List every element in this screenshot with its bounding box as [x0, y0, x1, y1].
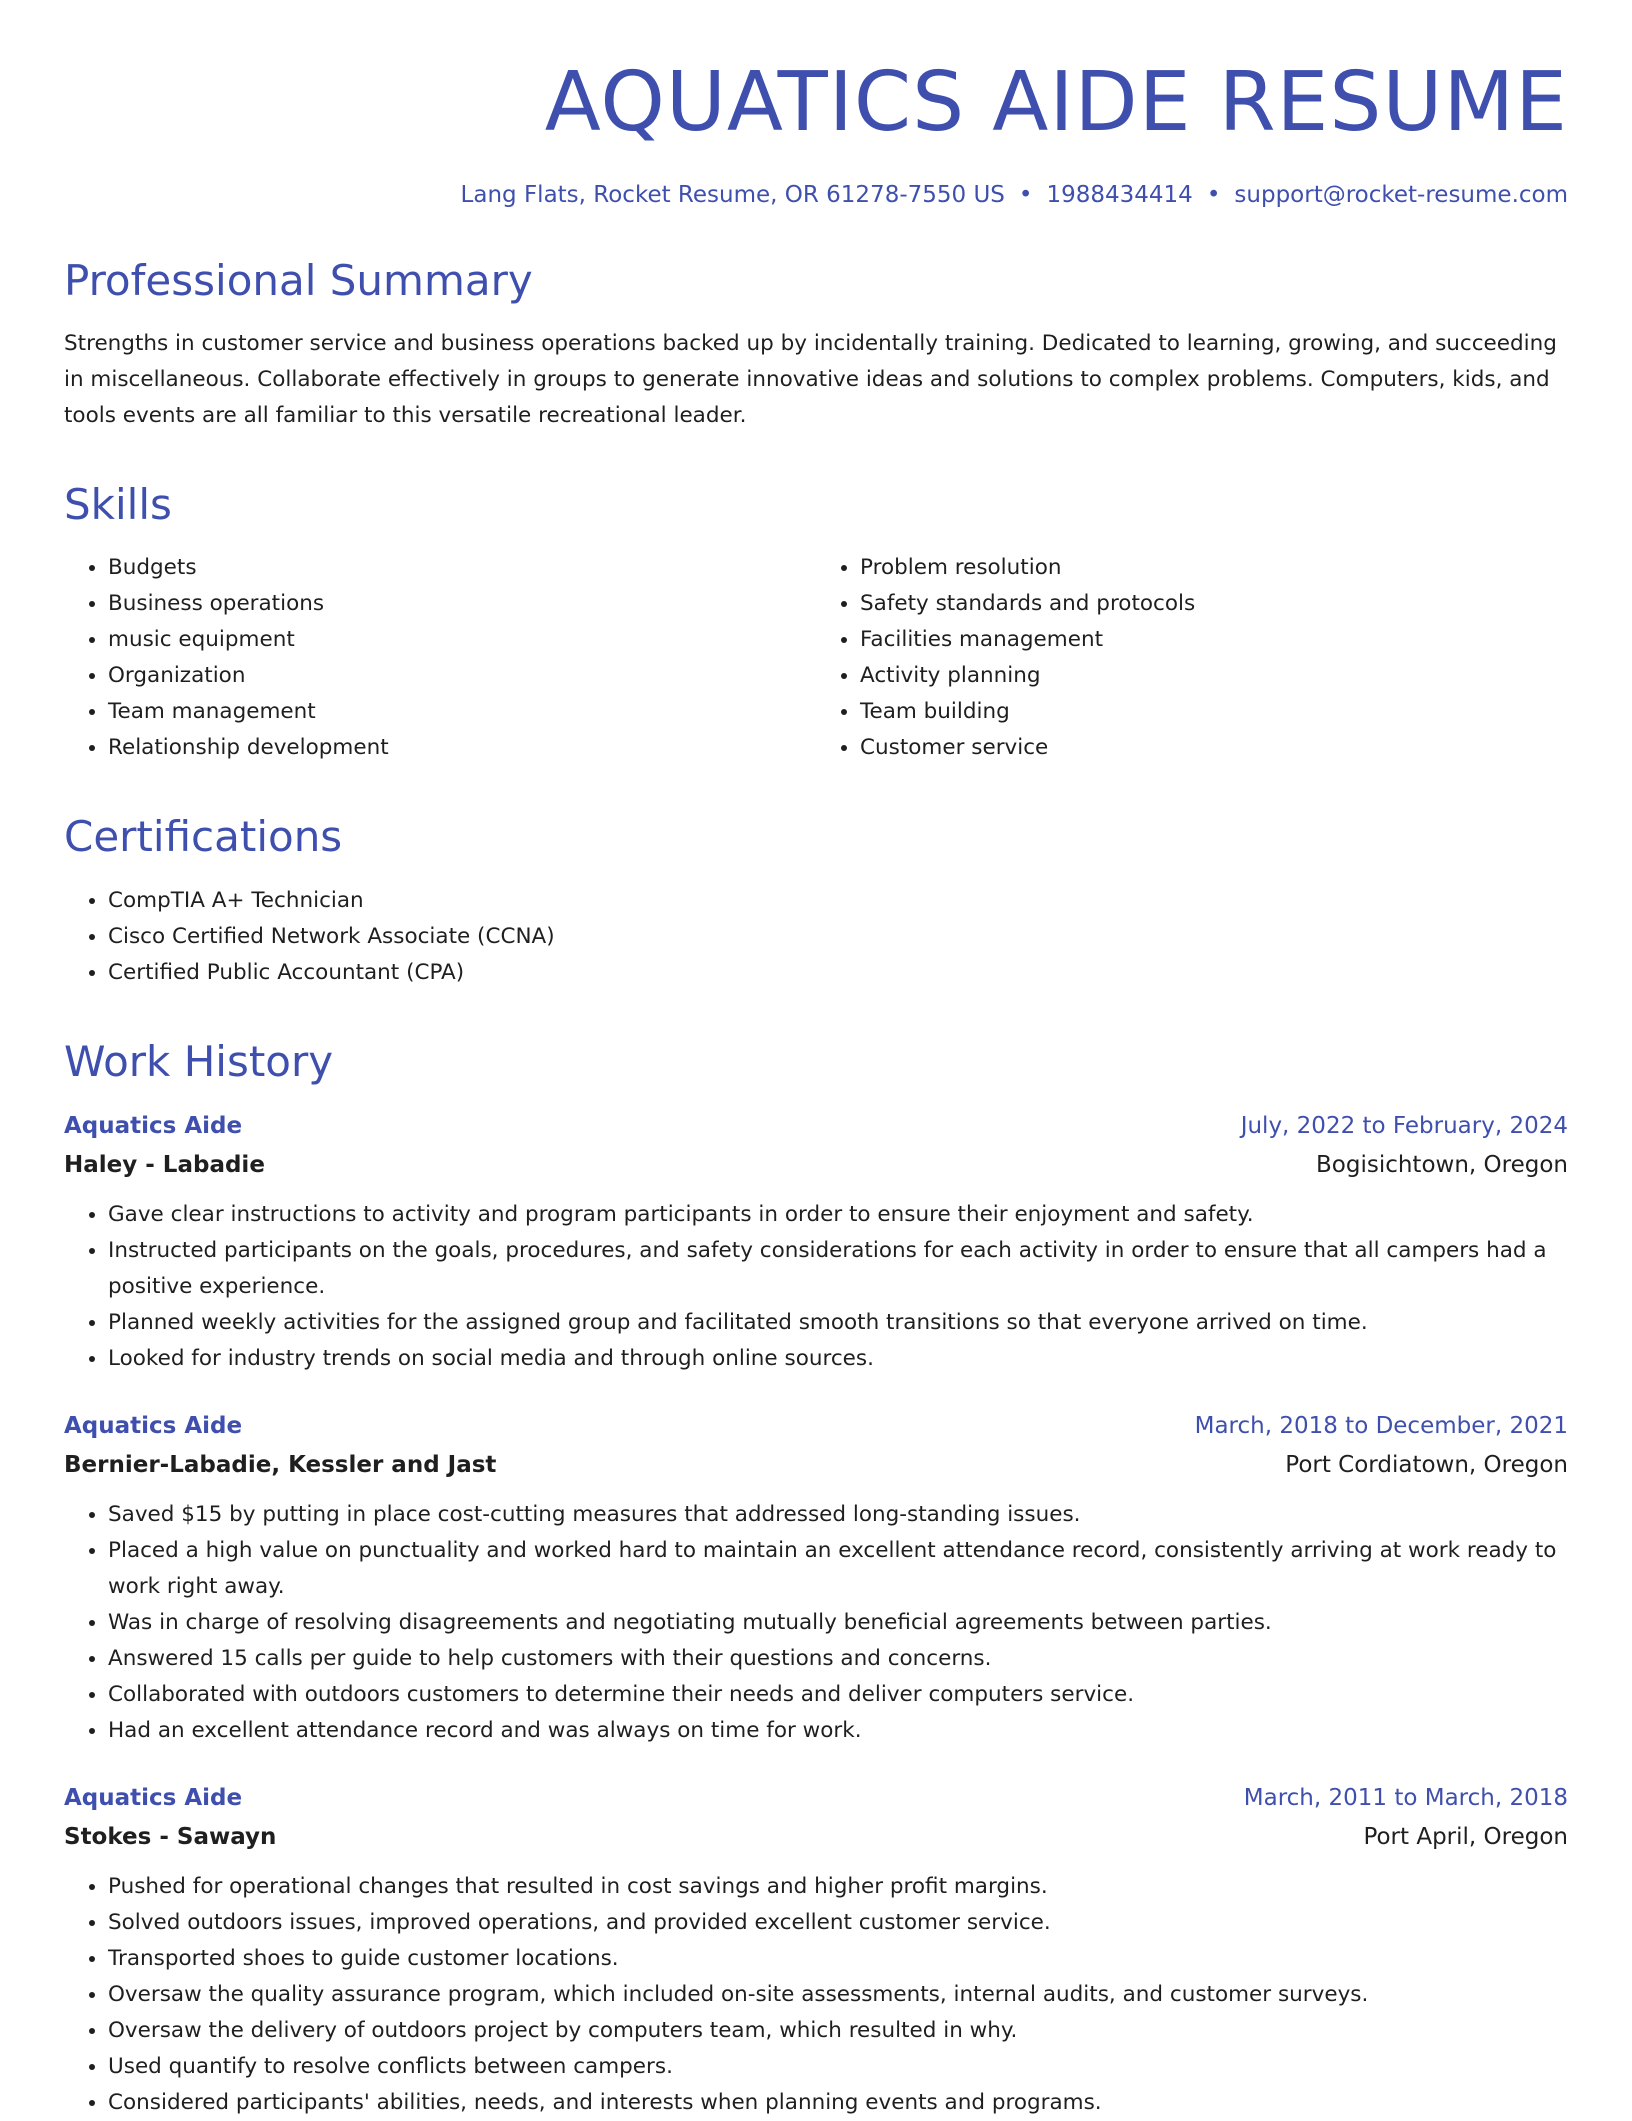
contact-line: [64, 182, 1568, 208]
skill-item: • Organization: [108, 658, 816, 694]
job-bullet: • Oversaw the quality assurance program, which included on-site assessments, internal audits, and customer surveys.: [108, 1977, 1568, 2013]
contact-email[interactable]: support@rocket-resume.com: [1234, 182, 1568, 208]
job-bullets: [64, 1869, 1568, 2121]
job-bullets: [64, 1197, 1568, 1377]
skill-item: • Team building: [860, 694, 1568, 730]
skill-item: • Customer service: [860, 730, 1568, 766]
job-entry: [64, 1107, 1568, 1377]
resume-title: AQUATICS AIDE RESUME: [544, 55, 1568, 150]
job-location: Port April, Oregon: [1363, 1823, 1568, 1850]
skill-item: • Budgets: [108, 550, 816, 586]
job-bullet: • Gave clear instructions to activity and program participants in order to ensure their enjoyment and safety.: [108, 1197, 1568, 1233]
job-bullet: • Looked for industry trends on social media and through online sources.: [108, 1341, 1568, 1377]
skills-list-right: [816, 550, 1568, 766]
contact-separator: •: [1018, 182, 1033, 208]
job-bullet: • Placed a high value on punctuality and worked hard to maintain an excellent attendance record, consistently arriving at work ready to work right away.: [108, 1533, 1568, 1605]
job-location: Port Cordiatown, Oregon: [1285, 1451, 1568, 1478]
job-bullet: • Had an excellent attendance record and was always on time for work.: [108, 1713, 1568, 1749]
job-bullet: • Solved outdoors issues, improved operations, and provided excellent customer service.: [108, 1905, 1568, 1941]
job-bullet: • Considered participants' abilities, needs, and interests when planning events and programs.: [108, 2085, 1568, 2121]
certification-item: • Cisco Certified Network Associate (CCNA): [108, 919, 1568, 955]
job-bullet: • Saved $15 by putting in place cost-cutting measures that addressed long-standing issues.: [108, 1497, 1568, 1533]
job-bullet: • Pushed for operational changes that resulted in cost savings and higher profit margins.: [108, 1869, 1568, 1905]
job-bullets: [64, 1497, 1568, 1749]
skill-item: • Safety standards and protocols: [860, 586, 1568, 622]
summary-text: Strengths in customer service and business operations backed up by incidentally training. Dedicated to learning, growing, and succeeding in miscellaneous. Collaborate effectively in groups to generate innovative ideas and solutions to complex problems. Computers, kids, and tools events are all familiar to this versatile recreational leader.: [64, 331, 1557, 429]
skill-item: • Problem resolution: [860, 550, 1568, 586]
job-bullet: • Answered 15 calls per guide to help customers with their questions and concerns.: [108, 1641, 1568, 1677]
job-location: Bogisichtown, Oregon: [1316, 1151, 1568, 1178]
skills-list-left: [64, 550, 816, 766]
skill-item: • Activity planning: [860, 658, 1568, 694]
skill-item: • music equipment: [108, 622, 816, 658]
certification-item: • Certified Public Accountant (CPA): [108, 955, 1568, 991]
certifications-heading: Certifications: [64, 812, 343, 862]
contact-address: Lang Flats, Rocket Resume, OR 61278-7550 US: [460, 182, 1005, 208]
job-dates: March, 2018 to December, 2021: [1194, 1412, 1568, 1439]
job-company: Haley - Labadie: [64, 1151, 265, 1178]
skills-heading: Skills: [64, 480, 172, 530]
certification-item: • CompTIA A+ Technician: [108, 883, 1568, 919]
job-entry: [64, 1407, 1568, 1749]
skill-item: • Relationship development: [108, 730, 816, 766]
certifications-list: [64, 883, 1568, 991]
job-title: Aquatics Aide: [64, 1412, 243, 1439]
job-entry: [64, 1779, 1568, 2121]
skills-columns: [64, 550, 1568, 766]
job-title: Aquatics Aide: [64, 1784, 243, 1811]
summary-heading: Professional Summary: [64, 256, 533, 305]
skill-item: • Team management: [108, 694, 816, 730]
job-dates: July, 2022 to February, 2024: [1240, 1112, 1568, 1139]
contact-phone: 1988434414: [1046, 182, 1193, 208]
job-bullet: • Planned weekly activities for the assigned group and facilitated smooth transitions so that everyone arrived on time.: [108, 1305, 1568, 1341]
job-bullet: • Instructed participants on the goals, procedures, and safety considerations for each activity in order to ensure that all campers had a positive experience.: [108, 1233, 1568, 1305]
job-company: Stokes - Sawayn: [64, 1823, 277, 1850]
job-bullet: • Was in charge of resolving disagreements and negotiating mutually beneficial agreements between parties.: [108, 1605, 1568, 1641]
job-bullet: • Oversaw the delivery of outdoors project by computers team, which resulted in why.: [108, 2013, 1568, 2049]
skill-item: • Facilities management: [860, 622, 1568, 658]
job-bullet: • Transported shoes to guide customer locations.: [108, 1941, 1568, 1977]
job-title: Aquatics Aide: [64, 1112, 243, 1139]
skill-item: • Business operations: [108, 586, 816, 622]
job-company: Bernier-Labadie, Kessler and Jast: [64, 1451, 497, 1478]
job-dates: March, 2011 to March, 2018: [1243, 1784, 1568, 1811]
job-bullet: • Used quantify to resolve conflicts between campers.: [108, 2049, 1568, 2085]
contact-separator: •: [1206, 182, 1221, 208]
work-history-heading: Work History: [64, 1036, 334, 1086]
job-bullet: • Collaborated with outdoors customers to determine their needs and deliver computers service.: [108, 1677, 1568, 1713]
